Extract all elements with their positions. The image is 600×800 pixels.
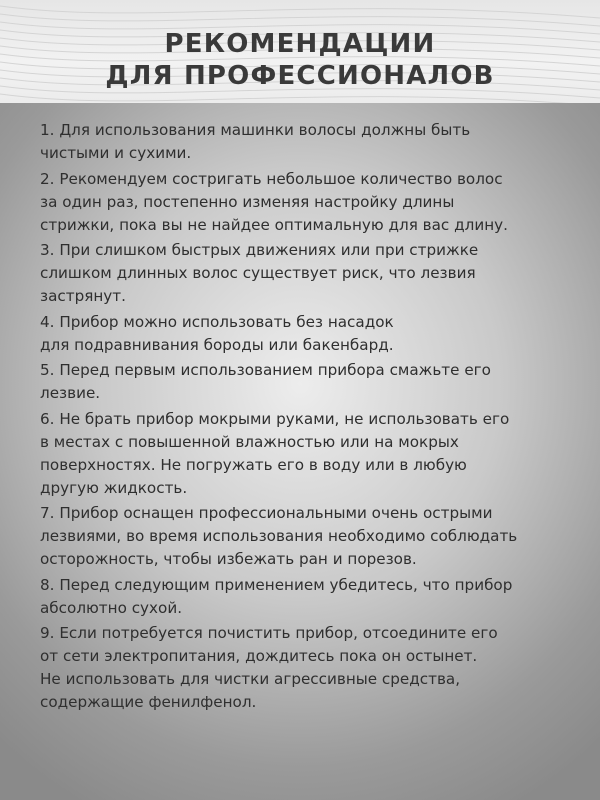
recommendation-text-line: лезвиями, во время использования необходимо соблюдать xyxy=(40,527,518,545)
recommendation-item xyxy=(40,311,570,357)
recommendation-text-line: 3. При слишком быстрых движениях или при стрижке xyxy=(40,241,479,259)
recommendation-text-line: в местах с повышенной влажностью или на мокрых xyxy=(40,432,459,451)
recommendation-item xyxy=(40,574,570,620)
recommendation-item xyxy=(40,408,570,500)
recommendation-text-line: 5. Перед первым использованием прибора смажьте его xyxy=(40,361,491,379)
recommendation-text-line: 2. Рекомендуем состригать небольшое количество волос xyxy=(40,169,503,188)
recommendation-item xyxy=(40,502,570,571)
recommendation-text-line: за один раз, постепенно изменяя настройку длины xyxy=(40,192,455,211)
recommendation-item xyxy=(40,119,570,165)
recommendation-text-line: осторожность, чтобы избежать ран и порезов. xyxy=(40,550,417,568)
recommendation-item xyxy=(40,168,570,237)
recommendation-text-line: слишком длинных волос существует риск, что лезвия xyxy=(40,264,476,282)
title-line-1: РЕКОМЕНДАЦИИ xyxy=(164,29,436,59)
recommendations-list xyxy=(40,119,570,717)
recommendation-text-line: 6. Не брать прибор мокрыми руками, не использовать его xyxy=(40,409,510,428)
recommendation-text-line: чистыми и сухими. xyxy=(40,144,192,162)
recommendation-text-line: содержащие фенилфенол. xyxy=(40,693,257,711)
recommendation-text-line: застрянут. xyxy=(40,287,126,305)
recommendation-text-line: 8. Перед следующим применением убедитесь, что прибор xyxy=(40,575,513,594)
recommendation-text-line: 9. Если потребуется почистить прибор, отсоедините его xyxy=(40,624,498,642)
recommendation-text-line: от сети электропитания, дождитесь пока он остынет. xyxy=(40,647,478,665)
recommendation-text-line: Не использовать для чистки агрессивные средства, xyxy=(40,670,461,688)
recommendation-text-line: лезвие. xyxy=(40,384,101,402)
recommendation-text-line: стрижки, пока вы не найдее оптимальную для вас длину. xyxy=(40,215,508,234)
title-line-2: ДЛЯ ПРОФЕССИОНАЛОВ xyxy=(105,61,495,91)
header-banner xyxy=(0,0,600,103)
recommendation-text-line: для подравнивания бороды или бакенбард. xyxy=(40,335,394,354)
recommendation-text-line: 7. Прибор оснащен профессиональными очень острыми xyxy=(40,504,493,522)
recommendation-item xyxy=(40,359,570,405)
recommendation-text-line: абсолютно сухой. xyxy=(40,598,183,617)
recommendation-text-line: поверхностях. Не погружать его в воду или в любую xyxy=(40,455,467,474)
recommendation-text-line: 4. Прибор можно использовать без насадок xyxy=(40,312,394,331)
recommendation-item xyxy=(40,239,570,308)
recommendation-item xyxy=(40,622,570,714)
recommendation-text-line: 1. Для использования машинки волосы должны быть xyxy=(40,121,471,139)
recommendation-text-line: другую жидкость. xyxy=(40,478,188,497)
page-title xyxy=(0,28,600,92)
